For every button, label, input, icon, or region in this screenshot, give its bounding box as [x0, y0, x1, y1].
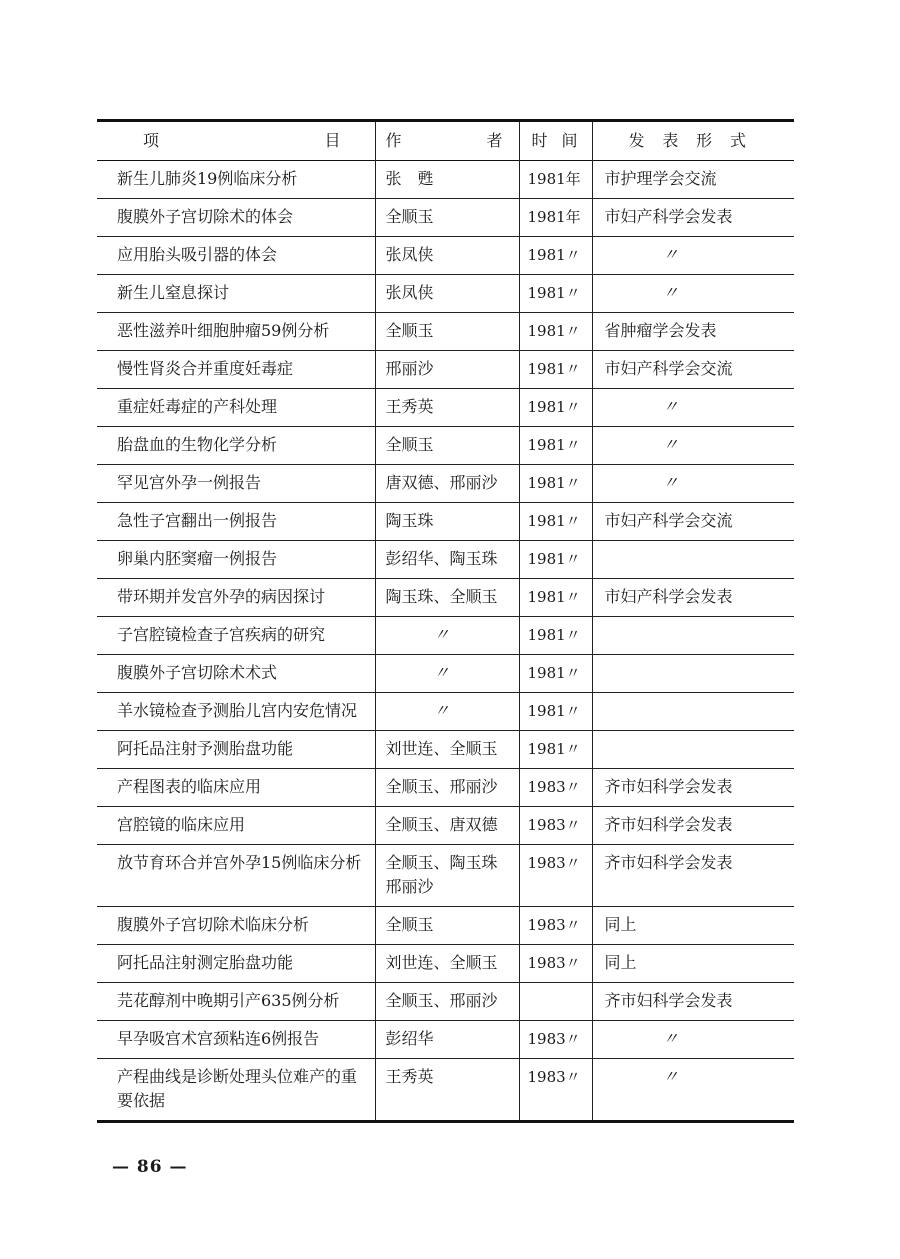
author-cell-text: 全顺玉、邢丽沙 — [385, 991, 498, 1010]
title-cell-text: 急性子宫翻出一例报告 — [117, 511, 278, 530]
title-cell — [97, 693, 375, 731]
title-cell — [97, 541, 375, 579]
title-cell — [97, 1021, 375, 1059]
form-cell — [592, 503, 794, 541]
author-cell — [375, 845, 519, 907]
table-body — [97, 161, 794, 1122]
form-cell — [592, 275, 794, 313]
year-cell-text: 1981〃 — [527, 740, 581, 758]
header-form-char-1: 发 — [628, 131, 645, 150]
title-cell-text: 卵巢内胚窦瘤一例报告 — [117, 549, 278, 568]
header-project — [97, 121, 375, 161]
year-cell — [519, 1059, 592, 1122]
title-cell — [97, 655, 375, 693]
table-row — [97, 351, 794, 389]
form-cell — [592, 655, 794, 693]
title-cell — [97, 983, 375, 1021]
table-row — [97, 693, 794, 731]
author-cell-text: 张 甦 — [385, 169, 434, 188]
year-cell-text: 1981〃 — [527, 436, 581, 454]
table-row — [97, 427, 794, 465]
year-cell — [519, 907, 592, 945]
table-header — [97, 121, 794, 161]
header-time-char-2: 间 — [561, 131, 578, 150]
table-row — [97, 655, 794, 693]
header-row — [97, 121, 794, 161]
table-row — [97, 945, 794, 983]
year-cell — [519, 983, 592, 1021]
author-cell-text: 〃 — [433, 625, 450, 644]
form-cell-text: 齐市妇科学会发表 — [604, 853, 733, 872]
table-row — [97, 1021, 794, 1059]
author-cell — [375, 1021, 519, 1059]
year-cell — [519, 541, 592, 579]
header-form-char-4: 式 — [729, 131, 746, 150]
author-cell — [375, 161, 519, 199]
author-cell — [375, 1059, 519, 1122]
table-row — [97, 275, 794, 313]
author-cell-text: 陶玉珠、全顺玉 — [385, 587, 498, 606]
title-cell — [97, 731, 375, 769]
author-cell-text: 王秀英 — [385, 397, 434, 416]
form-cell — [592, 1021, 794, 1059]
year-cell — [519, 313, 592, 351]
form-cell-text: 〃 — [662, 473, 679, 492]
header-author-char-1: 作 — [385, 131, 402, 150]
year-cell — [519, 465, 592, 503]
header-project-char-1: 项 — [143, 131, 160, 150]
title-cell-text: 重症妊毒症的产科处理 — [117, 397, 278, 416]
year-cell-text: 1983〃 — [527, 1030, 581, 1048]
table-row — [97, 237, 794, 275]
year-cell — [519, 769, 592, 807]
title-cell-text: 恶性滋养叶细胞肿瘤59例分析 — [117, 321, 330, 340]
author-cell — [375, 503, 519, 541]
title-cell-text: 放节育环合并宫外孕15例临床分析 — [117, 853, 362, 872]
title-cell-text: 宫腔镜的临床应用 — [117, 815, 246, 834]
title-cell — [97, 389, 375, 427]
title-cell — [97, 807, 375, 845]
table-row — [97, 907, 794, 945]
title-cell-text: 阿托品注射予测胎盘功能 — [117, 739, 294, 758]
author-cell-text: 刘世连、全顺玉 — [385, 739, 498, 758]
year-cell — [519, 275, 592, 313]
publications-table — [97, 119, 794, 1123]
form-cell-text: 〃 — [662, 1067, 679, 1086]
header-author — [375, 121, 519, 161]
title-cell — [97, 617, 375, 655]
author-cell — [375, 237, 519, 275]
title-cell-text: 阿托品注射测定胎盘功能 — [117, 953, 294, 972]
title-cell — [97, 161, 375, 199]
title-cell — [97, 579, 375, 617]
year-cell — [519, 1021, 592, 1059]
year-cell-text: 1981〃 — [527, 588, 581, 606]
form-cell — [592, 845, 794, 907]
title-cell — [97, 351, 375, 389]
year-cell-text: 1981〃 — [527, 474, 581, 492]
author-cell-text: 陶玉珠 — [385, 511, 434, 530]
form-cell-text: 同上 — [604, 953, 637, 972]
title-cell — [97, 275, 375, 313]
year-cell — [519, 427, 592, 465]
author-cell-text: 彭绍华 — [385, 1029, 434, 1048]
author-cell — [375, 541, 519, 579]
year-cell — [519, 389, 592, 427]
table-row — [97, 617, 794, 655]
author-cell — [375, 617, 519, 655]
author-cell — [375, 199, 519, 237]
form-cell-text: 省肿瘤学会发表 — [604, 321, 717, 340]
table-row — [97, 769, 794, 807]
author-cell — [375, 907, 519, 945]
author-cell-text: 唐双德、邢丽沙 — [385, 473, 498, 492]
year-cell — [519, 579, 592, 617]
title-cell-text: 新生儿肺炎19例临床分析 — [117, 169, 298, 188]
form-cell — [592, 541, 794, 579]
author-cell — [375, 807, 519, 845]
title-cell-text: 羊水镜检查予测胎儿宫内安危情况 — [117, 701, 358, 720]
year-cell-text: 1981〃 — [527, 398, 581, 416]
year-cell — [519, 807, 592, 845]
form-cell-text: 〃 — [662, 283, 679, 302]
author-cell-text: 彭绍华、陶玉珠 — [385, 549, 498, 568]
title-cell — [97, 503, 375, 541]
form-cell — [592, 983, 794, 1021]
year-cell-text: 1981〃 — [527, 246, 581, 264]
year-cell-text: 1981〃 — [527, 626, 581, 644]
author-cell — [375, 655, 519, 693]
year-cell — [519, 731, 592, 769]
form-cell-text: 齐市妇科学会发表 — [604, 777, 733, 796]
header-time — [519, 121, 592, 161]
author-cell — [375, 769, 519, 807]
form-cell — [592, 945, 794, 983]
author-cell-text: 全顺玉、唐双德 — [385, 815, 498, 834]
year-cell-text: 1981年 — [527, 170, 581, 188]
title-cell — [97, 465, 375, 503]
table-row — [97, 161, 794, 199]
year-cell-text: 1981〃 — [527, 284, 581, 302]
form-cell — [592, 1059, 794, 1122]
year-cell-text: 1981〃 — [527, 322, 581, 340]
header-project-char-2: 目 — [324, 131, 341, 150]
author-cell-text: 〃 — [433, 701, 450, 720]
form-cell — [592, 389, 794, 427]
author-cell-text: 王秀英 — [385, 1067, 434, 1086]
author-cell-text: 全顺玉、陶玉珠邢丽沙 — [385, 853, 498, 896]
form-cell-text: 〃 — [662, 1029, 679, 1048]
form-cell — [592, 199, 794, 237]
year-cell — [519, 655, 592, 693]
form-cell-text: 同上 — [604, 915, 637, 934]
form-cell — [592, 617, 794, 655]
page-number: — 86 — — [112, 1157, 188, 1177]
table-row — [97, 199, 794, 237]
year-cell-text: 1983〃 — [527, 1068, 581, 1086]
author-cell-text: 刘世连、全顺玉 — [385, 953, 498, 972]
year-cell — [519, 693, 592, 731]
author-cell — [375, 313, 519, 351]
form-cell — [592, 807, 794, 845]
author-cell — [375, 579, 519, 617]
table-row — [97, 807, 794, 845]
year-cell — [519, 161, 592, 199]
year-cell-text: 1981〃 — [527, 550, 581, 568]
table-row — [97, 983, 794, 1021]
header-author-char-2: 者 — [486, 131, 503, 150]
title-cell-text: 罕见宫外孕一例报告 — [117, 473, 262, 492]
table-row — [97, 465, 794, 503]
title-cell-text: 胎盘血的生物化学分析 — [117, 435, 278, 454]
author-cell — [375, 351, 519, 389]
form-cell-text: 齐市妇科学会发表 — [604, 815, 733, 834]
title-cell-text: 应用胎头吸引器的体会 — [117, 245, 278, 264]
table-row — [97, 541, 794, 579]
author-cell — [375, 731, 519, 769]
year-cell-text: 1983〃 — [527, 816, 581, 834]
author-cell — [375, 389, 519, 427]
title-cell-text: 产程图表的临床应用 — [117, 777, 262, 796]
form-cell-text: 〃 — [662, 245, 679, 264]
form-cell — [592, 313, 794, 351]
form-cell — [592, 579, 794, 617]
year-cell-text: 1983〃 — [527, 778, 581, 796]
title-cell-text: 芫花醇剂中晚期引产635例分析 — [117, 991, 340, 1010]
author-cell-text: 全顺玉 — [385, 915, 434, 934]
form-cell-text: 市妇产科学会交流 — [604, 359, 733, 378]
form-cell — [592, 907, 794, 945]
year-cell-text: 1983〃 — [527, 916, 581, 934]
title-cell — [97, 945, 375, 983]
title-cell-text: 腹膜外子宫切除术术式 — [117, 663, 278, 682]
table-row — [97, 1059, 794, 1122]
author-cell-text: 〃 — [433, 663, 450, 682]
author-cell-text: 张凤侠 — [385, 283, 434, 302]
form-cell — [592, 237, 794, 275]
form-cell-text: 齐市妇科学会发表 — [604, 991, 733, 1010]
year-cell-text: 1981〃 — [527, 360, 581, 378]
form-cell — [592, 769, 794, 807]
year-cell — [519, 503, 592, 541]
title-cell — [97, 845, 375, 907]
author-cell — [375, 465, 519, 503]
year-cell — [519, 237, 592, 275]
form-cell — [592, 693, 794, 731]
title-cell-text: 腹膜外子宫切除术临床分析 — [117, 915, 310, 934]
table-row — [97, 731, 794, 769]
author-cell-text: 全顺玉 — [385, 207, 434, 226]
year-cell-text: 1981年 — [527, 208, 581, 226]
year-cell-text: 1983〃 — [527, 854, 581, 872]
author-cell-text: 全顺玉、邢丽沙 — [385, 777, 498, 796]
form-cell-text: 〃 — [662, 435, 679, 454]
title-cell-text: 新生儿窒息探讨 — [117, 283, 230, 302]
author-cell — [375, 693, 519, 731]
header-form — [592, 121, 794, 161]
year-cell — [519, 199, 592, 237]
form-cell-text: 市妇产科学会交流 — [604, 511, 733, 530]
author-cell — [375, 427, 519, 465]
author-cell — [375, 275, 519, 313]
title-cell — [97, 237, 375, 275]
title-cell — [97, 427, 375, 465]
form-cell-text: 市护理学会交流 — [604, 169, 717, 188]
year-cell — [519, 945, 592, 983]
title-cell — [97, 313, 375, 351]
title-cell-text: 慢性肾炎合并重度妊毒症 — [117, 359, 294, 378]
title-cell — [97, 769, 375, 807]
year-cell-text: 1983〃 — [527, 954, 581, 972]
table-row — [97, 503, 794, 541]
form-cell-text: 〃 — [662, 397, 679, 416]
title-cell-text: 产程曲线是诊断处理头位难产的重要依据 — [117, 1067, 358, 1110]
author-cell-text: 邢丽沙 — [385, 359, 434, 378]
header-time-char-1: 时 — [531, 131, 548, 150]
author-cell-text: 全顺玉 — [385, 435, 434, 454]
author-cell-text: 全顺玉 — [385, 321, 434, 340]
title-cell — [97, 199, 375, 237]
form-cell — [592, 731, 794, 769]
title-cell-text: 子宫腔镜检查子宫疾病的研究 — [117, 625, 326, 644]
form-cell-text: 市妇产科学会发表 — [604, 207, 733, 226]
author-cell-text: 张凤侠 — [385, 245, 434, 264]
year-cell — [519, 351, 592, 389]
title-cell-text: 腹膜外子宫切除术的体会 — [117, 207, 294, 226]
year-cell — [519, 617, 592, 655]
table-row — [97, 389, 794, 427]
table-row — [97, 313, 794, 351]
form-cell — [592, 427, 794, 465]
year-cell — [519, 845, 592, 907]
title-cell — [97, 1059, 375, 1122]
author-cell — [375, 945, 519, 983]
form-cell — [592, 351, 794, 389]
header-form-char-3: 形 — [696, 131, 713, 150]
form-cell — [592, 465, 794, 503]
header-form-char-2: 表 — [662, 131, 679, 150]
title-cell — [97, 907, 375, 945]
author-cell — [375, 983, 519, 1021]
form-cell — [592, 161, 794, 199]
year-cell-text: 1981〃 — [527, 664, 581, 682]
year-cell-text: 1981〃 — [527, 702, 581, 720]
form-cell-text: 市妇产科学会发表 — [604, 587, 733, 606]
title-cell-text: 带环期并发宫外孕的病因探讨 — [117, 587, 326, 606]
title-cell-text: 早孕吸宫术宫颈粘连6例报告 — [117, 1029, 320, 1048]
year-cell-text: 1981〃 — [527, 512, 581, 530]
table-row — [97, 845, 794, 907]
table-row — [97, 579, 794, 617]
